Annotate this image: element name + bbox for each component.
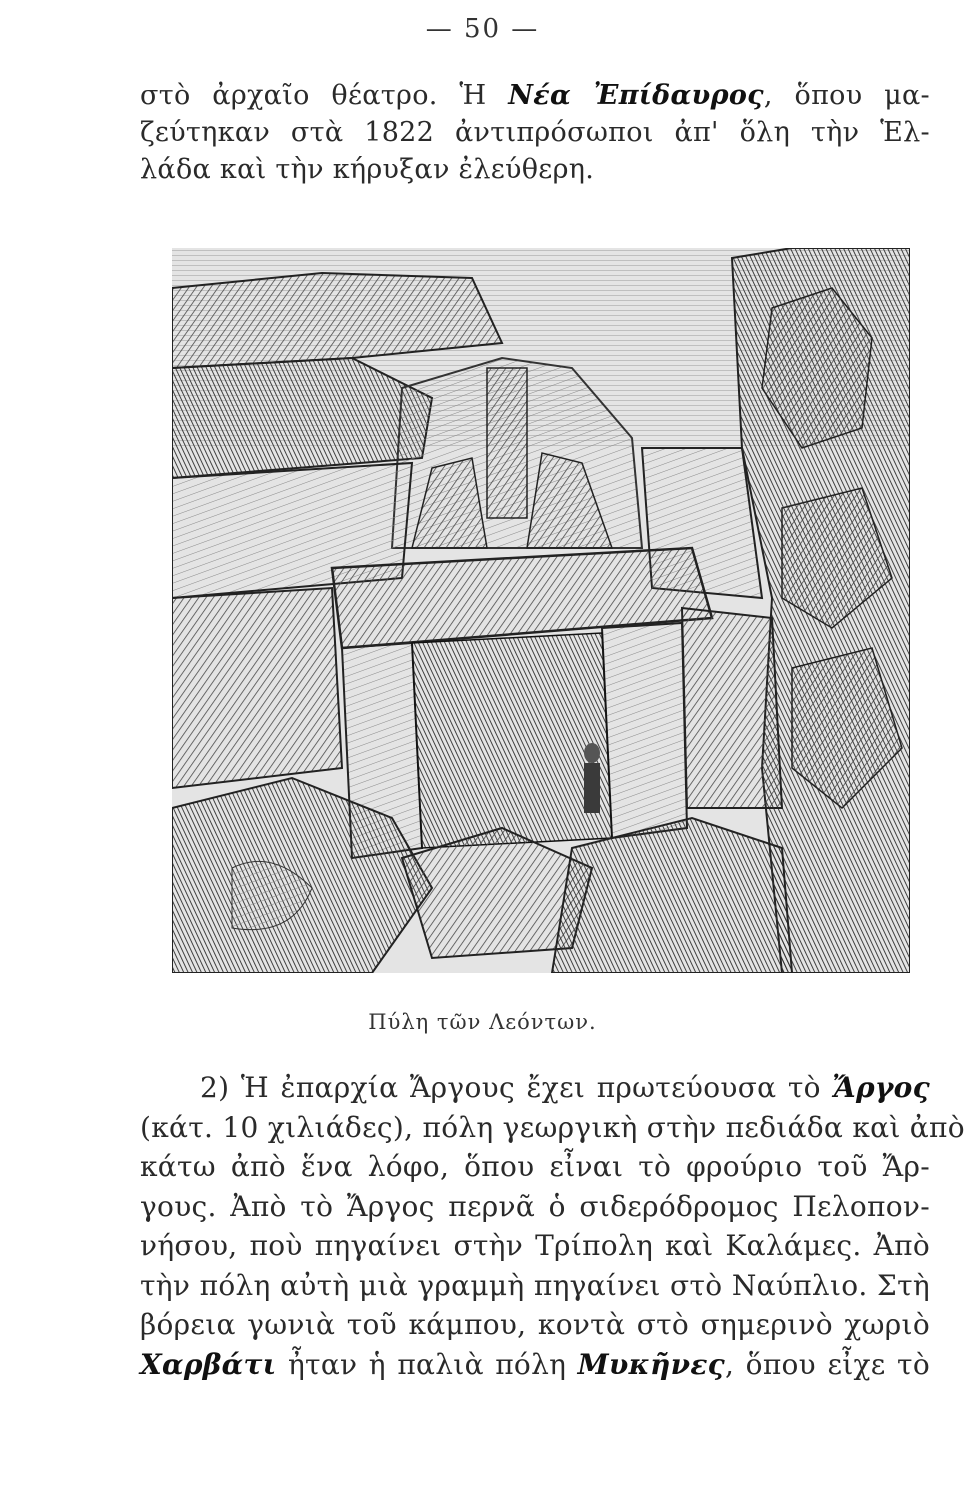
body-line-5: νήσου, ποὺ πηγαίνει στὴν Τρίπολη καὶ Καλάμες. Ἀπὸ xyxy=(140,1229,930,1262)
body-line-2: (κάτ. 10 χιλιάδες), πόλη γεωργικὴ στὴν πεδιάδα καὶ ἀπὸ xyxy=(140,1110,965,1144)
intro-paragraph xyxy=(140,78,930,189)
body-line-8-end: , ὅπου εἶχε τὸ xyxy=(725,1347,930,1381)
engraving-lion-gate xyxy=(172,248,910,973)
body-paragraph xyxy=(140,1068,965,1384)
intro-line-1-text: στὸ ἀρχαῖο θέατρο. Ἡ xyxy=(140,80,509,111)
page-number: — 50 — xyxy=(425,14,540,44)
place-name-nea-epidavros: Νέα Ἐπίδαυρος xyxy=(508,80,764,111)
body-line-3: κάτω ἀπὸ ἕνα λόφο, ὅπου εἶναι τὸ φρούριο τοῦ Ἄρ- xyxy=(140,1150,930,1183)
figure-caption: Πύλη τῶν Λεόντων. xyxy=(368,1010,597,1034)
body-line-1-text: 2) Ἡ ἐπαρχία Ἄργους ἔχει πρωτεύουσα τὸ xyxy=(200,1071,833,1104)
body-line-8 xyxy=(140,1345,930,1385)
body-line-8-text: ἦταν ἡ παλιὰ πόλη xyxy=(276,1347,578,1381)
intro-line-3: λάδα καὶ τὴν κήρυξαν ἐλεύθερη. xyxy=(140,154,595,185)
body-line-7: βόρεια γωνιὰ τοῦ κάμπου, κοντὰ στὸ σημερινὸ χωριὸ xyxy=(140,1308,930,1341)
place-name-mykines: Μυκῆνες xyxy=(577,1347,726,1381)
body-line-4: γους. Ἀπὸ τὸ Ἄργος περνᾶ ὁ σιδερόδρομος Πελοπον- xyxy=(140,1189,930,1223)
intro-line-1-end: , ὅπου μα- xyxy=(763,80,930,111)
intro-line-2: ζεύτηκαν στὰ 1822 ἀντιπρόσωποι ἀπ' ὅλη τὴν Ἑλ- xyxy=(140,117,930,148)
place-name-charvati: Χαρβάτι xyxy=(140,1347,277,1381)
intro-line-1 xyxy=(140,78,930,115)
body-line-1 xyxy=(140,1068,930,1108)
engraving-illustration xyxy=(172,248,910,973)
body-line-6: τὴν πόλη αὐτὴ μιὰ γραμμὴ πηγαίνει στὸ Ναύπλιο. Στὴ xyxy=(140,1268,930,1302)
place-name-argos: Ἄργος xyxy=(832,1071,930,1104)
